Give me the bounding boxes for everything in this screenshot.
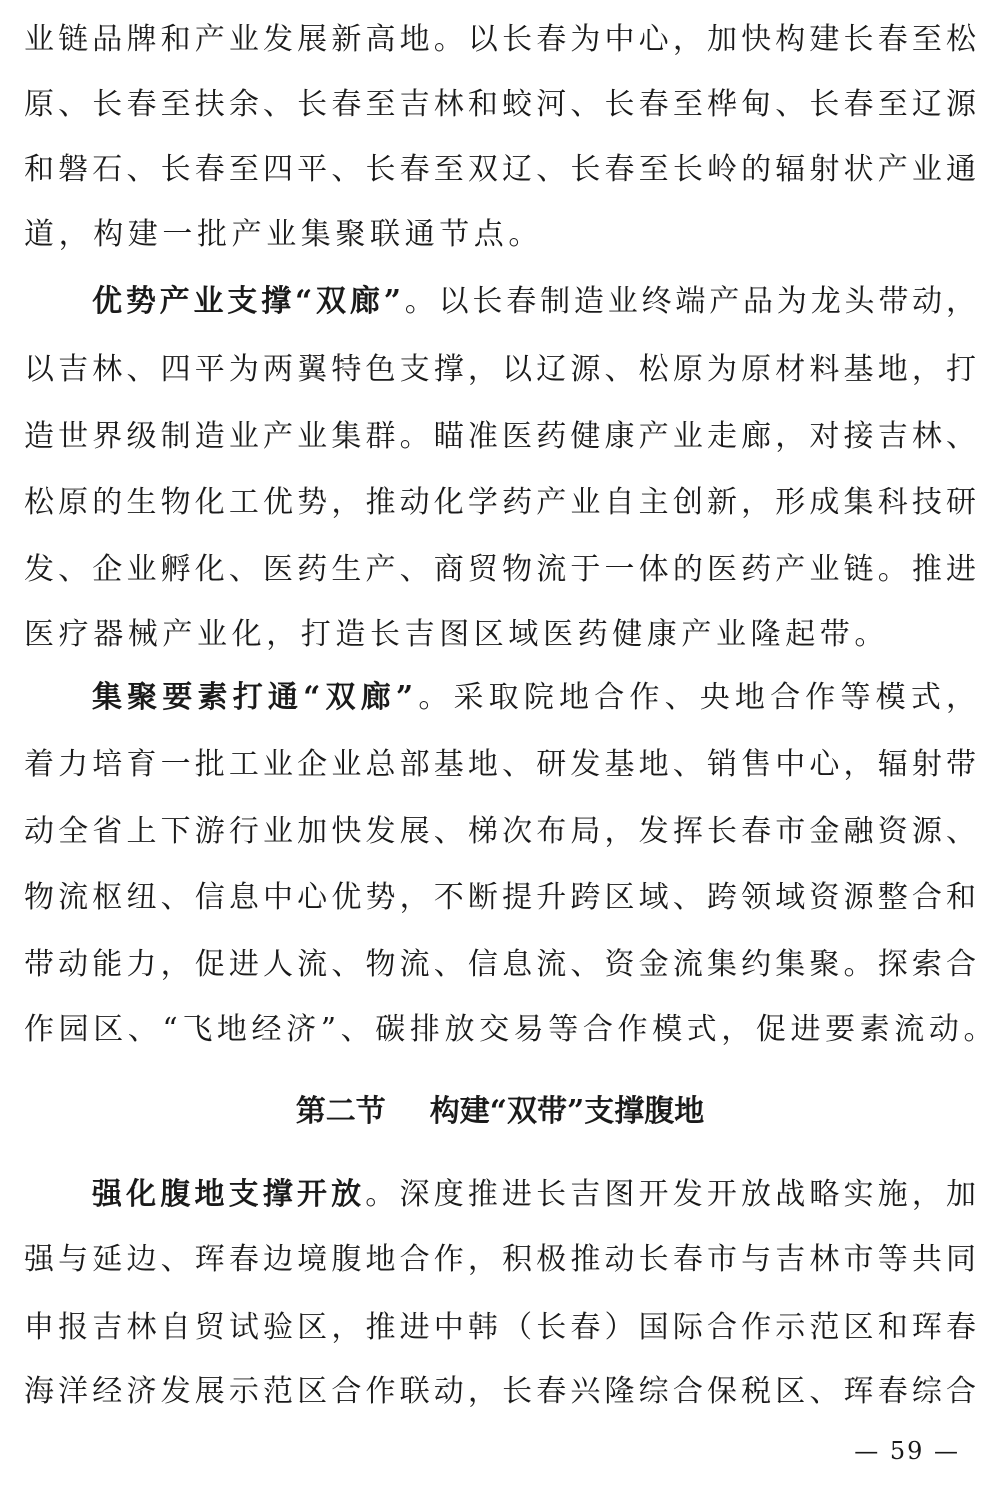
paragraph-3-line-2: 着力培育一批工业企业总部基地、研发基地、销售中心，辐射带 <box>24 747 976 782</box>
paragraph-1-line-4: 道，构建一批产业集聚联通节点。 <box>24 217 543 252</box>
paragraph-2-line-5: 发、企业孵化、医药生产、商贸物流于一体的医药产业链。推进 <box>24 552 976 587</box>
paragraph-3-lead: 集聚要素打通“双廊” <box>92 680 414 715</box>
paragraph-4-line-1 <box>92 1175 976 1215</box>
section-title: 构建“双带”支撑腹地 <box>429 1094 705 1129</box>
paragraph-2-line-3: 造世界级制造业产业集群。瞄准医药健康产业走廊，对接吉林、 <box>24 419 976 454</box>
paragraph-4-line-2: 强与延边、珲春边境腹地合作，积极推动长春市与吉林市等共同 <box>24 1242 976 1277</box>
paragraph-2-line-2: 以吉林、四平为两翼特色支撑，以辽源、松原为原材料基地，打 <box>24 352 976 387</box>
paragraph-3-line-5: 带动能力，促进人流、物流、信息流、资金流集约集聚。探索合 <box>24 947 976 982</box>
paragraph-4-line-1-text: 。深度推进长吉图开发开放战略实施，加 <box>365 1177 977 1212</box>
paragraph-2-line-1-text: 。以长春制造业终端产品为龙头带动， <box>400 284 977 319</box>
paragraph-1-line-2: 原、长春至扶余、长春至吉林和蛟河、长春至桦甸、长春至辽源 <box>24 87 976 122</box>
page-number: — 59 — <box>854 1437 960 1465</box>
paragraph-2-line-6: 医疗器械产业化，打造长吉图区域医药健康产业隆起带。 <box>24 617 889 652</box>
paragraph-4-line-3: 申报吉林自贸试验区，推进中韩（长春）国际合作示范区和珲春 <box>24 1310 976 1345</box>
paragraph-3-line-3: 动全省上下游行业加快发展、梯次布局，发挥长春市金融资源、 <box>24 814 976 849</box>
paragraph-1-line-3: 和磐石、长春至四平、长春至双辽、长春至长岭的辐射状产业通 <box>24 152 976 187</box>
section-heading <box>0 1092 1000 1132</box>
paragraph-4-lead: 强化腹地支撑开放 <box>92 1177 366 1212</box>
paragraph-3-line-1 <box>92 678 976 718</box>
paragraph-2-lead: 优势产业支撑“双廊” <box>92 284 401 319</box>
paragraph-3-line-1-text: 。采取院地合作、央地合作等模式， <box>413 680 977 715</box>
paragraph-2-line-4: 松原的生物化工优势，推动化学药产业自主创新，形成集科技研 <box>24 485 976 520</box>
paragraph-3-line-6: 作园区、“飞地经济”、碳排放交易等合作模式，促进要素流动。 <box>24 1012 999 1047</box>
paragraph-2-line-1 <box>92 282 976 322</box>
paragraph-4-line-4: 海洋经济发展示范区合作联动，长春兴隆综合保税区、珲春综合 <box>24 1374 976 1409</box>
section-number: 第二节 <box>295 1094 386 1129</box>
paragraph-1-line-1: 业链品牌和产业发展新高地。以长春为中心，加快构建长春至松 <box>24 22 976 57</box>
paragraph-3-line-4: 物流枢纽、信息中心优势，不断提升跨区域、跨领域资源整合和 <box>24 880 976 915</box>
